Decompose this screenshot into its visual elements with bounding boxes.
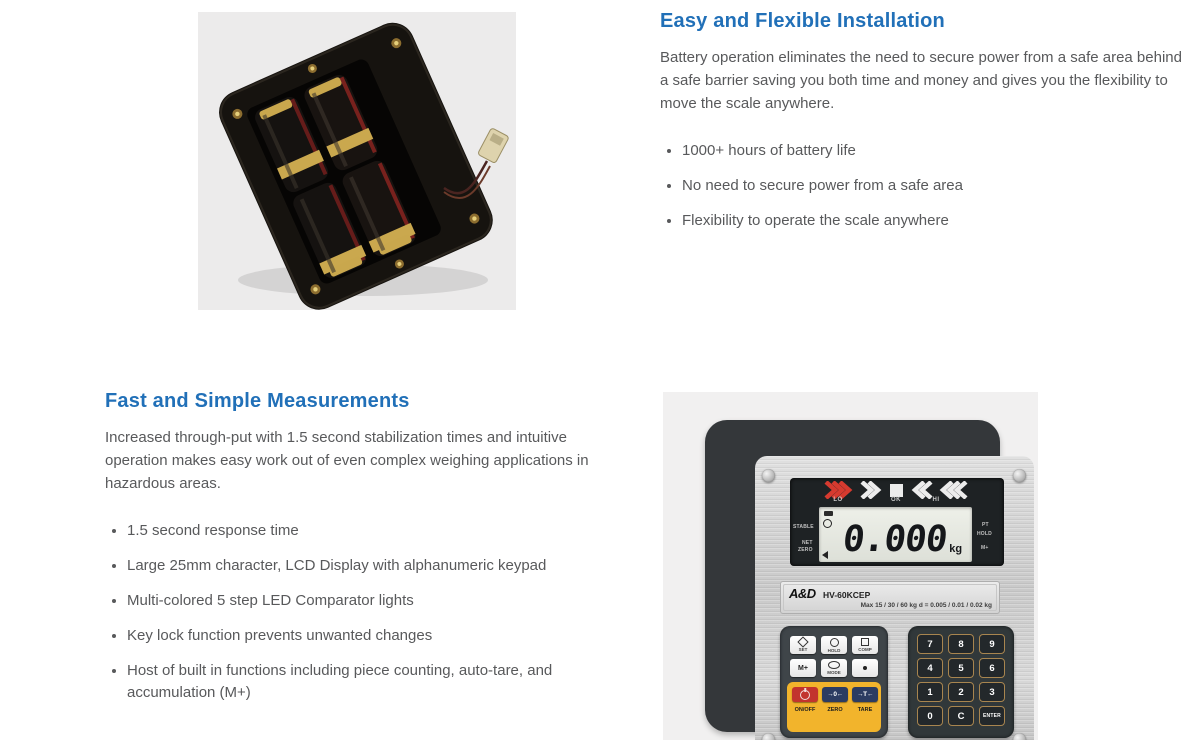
hold-label: HOLD bbox=[977, 531, 992, 537]
key-c: C bbox=[948, 706, 974, 726]
hold-icon bbox=[830, 638, 839, 647]
comparator-label-lo: LO bbox=[833, 497, 843, 503]
screw-icon bbox=[762, 733, 775, 740]
weight-value: 0.000 bbox=[840, 519, 949, 560]
measurements-bullet-list bbox=[105, 520, 632, 704]
key-7: 7 bbox=[917, 634, 943, 654]
list-item: • 1000+ hours of battery life bbox=[682, 140, 1192, 162]
numeric-keypad bbox=[908, 626, 1014, 738]
key-5: 5 bbox=[948, 658, 974, 678]
list-item: • Host of built in functions including piece counting, auto-tare, and accumulation (M+) bbox=[127, 660, 632, 704]
on-off-key bbox=[792, 687, 818, 702]
installation-heading: Easy and Flexible Installation bbox=[660, 10, 945, 32]
mode-key: MODE bbox=[821, 659, 847, 677]
tare-label: TARE bbox=[857, 707, 873, 713]
dot-key bbox=[852, 659, 878, 677]
screw-icon bbox=[1013, 733, 1026, 740]
installation-paragraph: Battery operation eliminates the need to secure power from a safe area behind a safe barrier saving you both time and money and gives you the flexibility to move the scale anywhere. bbox=[660, 49, 1182, 112]
list-item: • 1.5 second response time bbox=[127, 520, 632, 542]
key-1: 1 bbox=[917, 682, 943, 702]
pt-label: PT bbox=[982, 522, 989, 528]
dot-icon bbox=[863, 666, 867, 670]
battery-connector bbox=[477, 128, 509, 164]
key-9: 9 bbox=[979, 634, 1005, 654]
net-label: NET bbox=[802, 540, 813, 546]
zero-label: ZERO bbox=[827, 707, 843, 713]
measurements-paragraph: Increased through-put with 1.5 second stabilization times and intuitive operation makes easy work out of even complex weighing applications in hazardous areas. bbox=[105, 429, 589, 492]
set-icon bbox=[797, 636, 808, 647]
tare-key: →T← bbox=[852, 687, 878, 702]
weight-unit: kg bbox=[949, 543, 963, 555]
battery-compartment-photo bbox=[198, 12, 516, 310]
stable-label: STABLE bbox=[793, 524, 814, 530]
key-2: 2 bbox=[948, 682, 974, 702]
list-item: • Key lock function prevents unwanted changes bbox=[127, 625, 632, 647]
power-key-strip bbox=[787, 682, 881, 732]
key-6: 6 bbox=[979, 658, 1005, 678]
screw-icon bbox=[1013, 469, 1026, 482]
comparator-label-hi: HI bbox=[932, 497, 940, 503]
enter-key: ENTER bbox=[979, 706, 1005, 726]
comp-icon bbox=[861, 638, 869, 646]
mplus-label: M+ bbox=[981, 545, 989, 551]
installation-section bbox=[660, 10, 1192, 245]
zero-key: →0← bbox=[822, 687, 848, 702]
model-plate bbox=[780, 581, 1000, 614]
measurements-section bbox=[105, 390, 632, 717]
comp-key: COMP bbox=[852, 636, 878, 654]
lcd-screen bbox=[819, 507, 972, 562]
on-off-label: ON/OFF bbox=[794, 707, 816, 713]
battery-pack-illustration bbox=[198, 12, 516, 310]
weighing-indicator-photo bbox=[663, 392, 1038, 740]
installation-bullet-list bbox=[660, 140, 1192, 232]
list-item: • Large 25mm character, LCD Display with alphanumeric keypad bbox=[127, 555, 632, 577]
key-4: 4 bbox=[917, 658, 943, 678]
set-key: SET bbox=[790, 636, 816, 654]
indicator-panel bbox=[755, 456, 1034, 740]
list-item: • Multi-colored 5 step LED Comparator lights bbox=[127, 590, 632, 612]
capacity-spec: Max 15 / 30 / 60 kg d = 0.005 / 0.01 / 0.02 kg bbox=[860, 602, 992, 609]
indicator-display bbox=[790, 478, 1004, 566]
function-keypad bbox=[780, 626, 888, 738]
comparator-label-ok: OK bbox=[891, 497, 901, 503]
hold-key: HOLD bbox=[821, 636, 847, 654]
indicator-frame bbox=[705, 420, 1000, 732]
key-8: 8 bbox=[948, 634, 974, 654]
list-item: • Flexibility to operate the scale anywhere bbox=[682, 210, 1192, 232]
list-item: • No need to secure power from a safe area bbox=[682, 175, 1192, 197]
brand-logo: A&D bbox=[789, 586, 816, 601]
measurements-heading: Fast and Simple Measurements bbox=[105, 390, 410, 412]
mode-icon bbox=[828, 661, 840, 669]
zero-label: ZERO bbox=[798, 547, 813, 553]
memory-plus-key: M+ bbox=[790, 659, 816, 677]
model-number: HV-60KCEP bbox=[823, 590, 871, 600]
screw-icon bbox=[762, 469, 775, 482]
power-icon bbox=[800, 690, 810, 700]
key-0: 0 bbox=[917, 706, 943, 726]
key-3: 3 bbox=[979, 682, 1005, 702]
